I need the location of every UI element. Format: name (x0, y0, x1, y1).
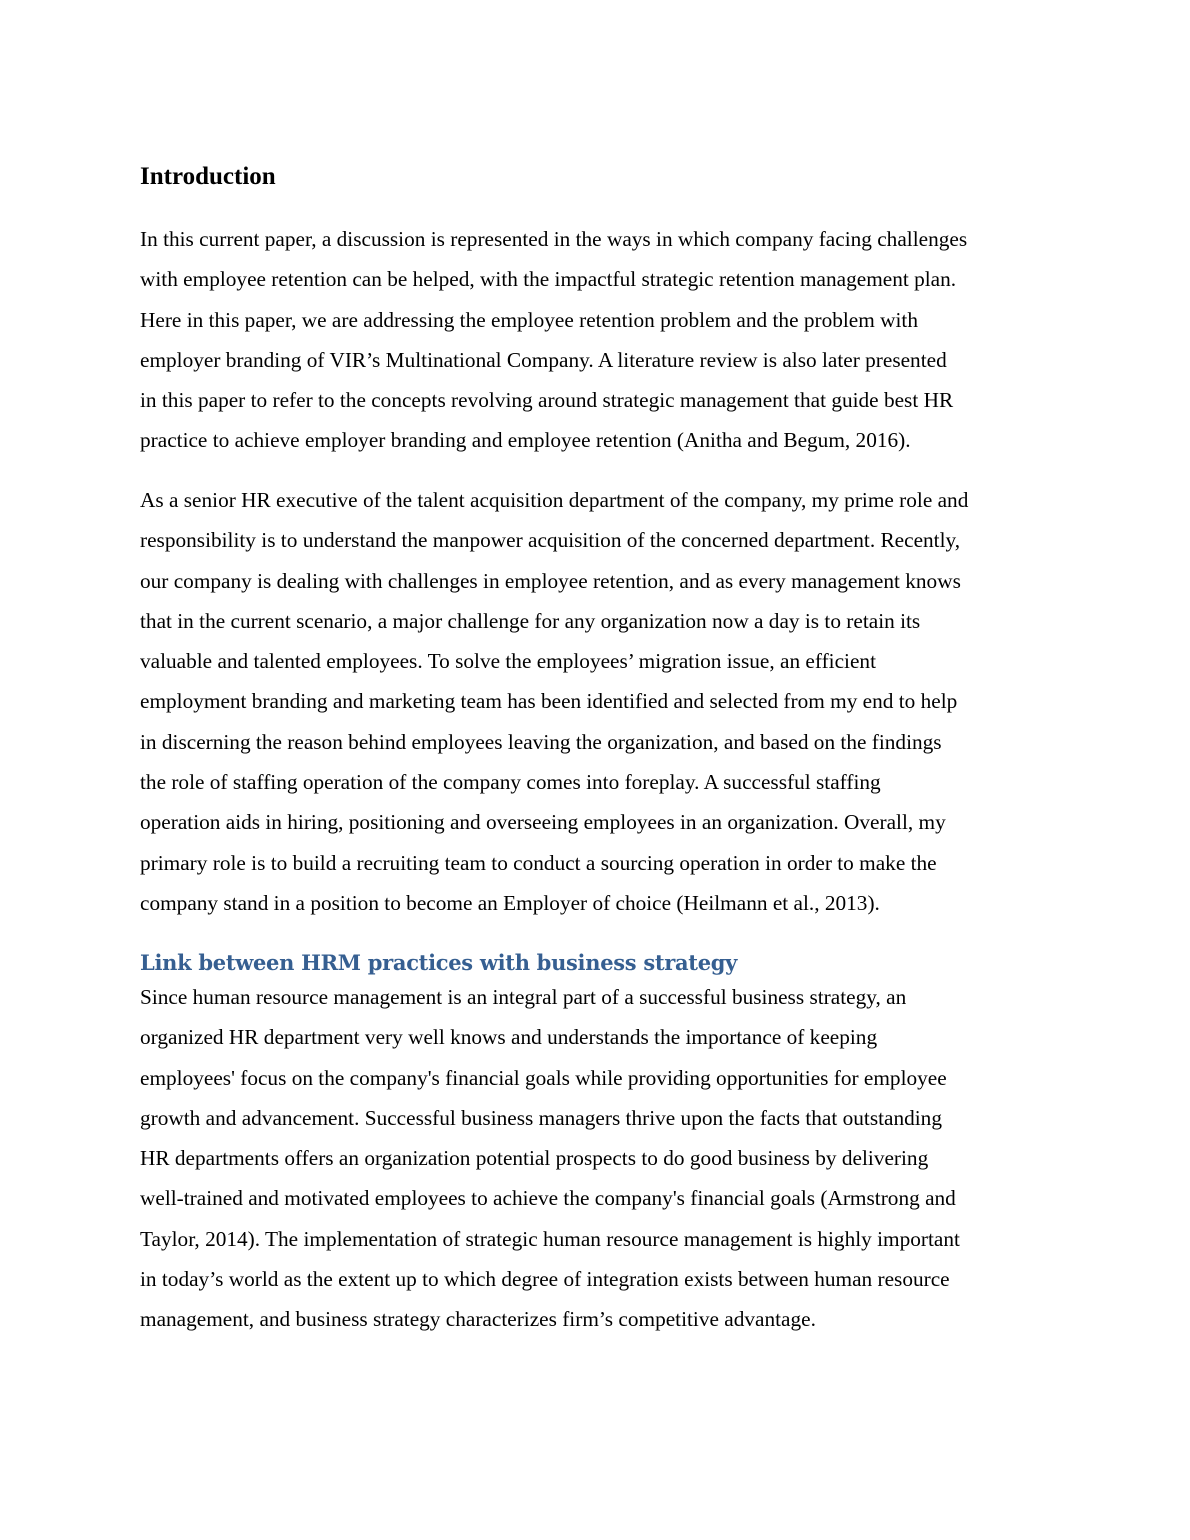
text-line: the role of staffing operation of the company comes into foreplay. A successful staffing (140, 770, 881, 795)
text-line: employment branding and marketing team has been identified and selected from my end to help (140, 689, 958, 714)
section-heading-introduction: Introduction (140, 163, 276, 190)
text-line: HR departments offers an organization potential prospects to do good business by delivering (140, 1146, 929, 1171)
text-line: growth and advancement. Successful business managers thrive upon the facts that outstanding (140, 1105, 942, 1130)
text-line: primary role is to build a recruiting team to conduct a sourcing operation in order to make the (140, 850, 937, 875)
text-line: well-trained and motivated employees to achieve the company's financial goals (Armstrong and (140, 1186, 956, 1211)
text-line: with employee retention can be helped, with the impactful strategic retention management plan. (140, 267, 957, 292)
text-line: employer branding of VIR’s Multinational Company. A literature review is also later presented (140, 347, 947, 372)
text-line: valuable and talented employees. To solve the employees’ migration issue, an efficient (140, 649, 876, 674)
text-line: employees' focus on the company's financial goals while providing opportunities for employee (140, 1065, 947, 1090)
text-line: in discerning the reason behind employees leaving the organization, and based on the findings (140, 729, 942, 754)
text-line: our company is dealing with challenges in employee retention, and as every management knows (140, 568, 961, 593)
text-line: that in the current scenario, a major challenge for any organization now a day is to retain its (140, 608, 921, 633)
text-line: company stand in a position to become an Employer of choice (Heilmann et al., 2013). (140, 890, 880, 915)
text-line: organized HR department very well knows and understands the importance of keeping (140, 1025, 878, 1050)
paragraph-introduction-1 (140, 219, 1070, 461)
text-line: operation aids in hiring, positioning and overseeing employees in an organization. Overall, my (140, 810, 946, 835)
text-line: practice to achieve employer branding and employee retention (Anitha and Begum, 2016). (140, 428, 911, 453)
text-line: Since human resource management is an integral part of a successful business strategy, an (140, 985, 907, 1009)
text-line: As a senior HR executive of the talent acquisition department of the company, my prime role and (140, 488, 969, 512)
paragraph-introduction-2 (140, 480, 1070, 923)
text-line: responsibility is to understand the manpower acquisition of the concerned department. Recently, (140, 528, 961, 553)
text-line: Taylor, 2014). The implementation of strategic human resource management is highly important (140, 1226, 960, 1251)
text-line: in today’s world as the extent up to which degree of integration exists between human resource (140, 1267, 950, 1292)
text-line: in this paper to refer to the concepts revolving around strategic management that guide best HR (140, 388, 954, 413)
text-line: management, and business strategy characterizes firm’s competitive advantage. (140, 1307, 816, 1332)
text-line: In this current paper, a discussion is represented in the ways in which company facing challenges (140, 227, 968, 251)
text-line: Here in this paper, we are addressing the employee retention problem and the problem with (140, 307, 919, 332)
paragraph-hrm-link-1 (140, 977, 1070, 1340)
section-heading-hrm-link: Link between HRM practices with business strategy (140, 950, 738, 975)
